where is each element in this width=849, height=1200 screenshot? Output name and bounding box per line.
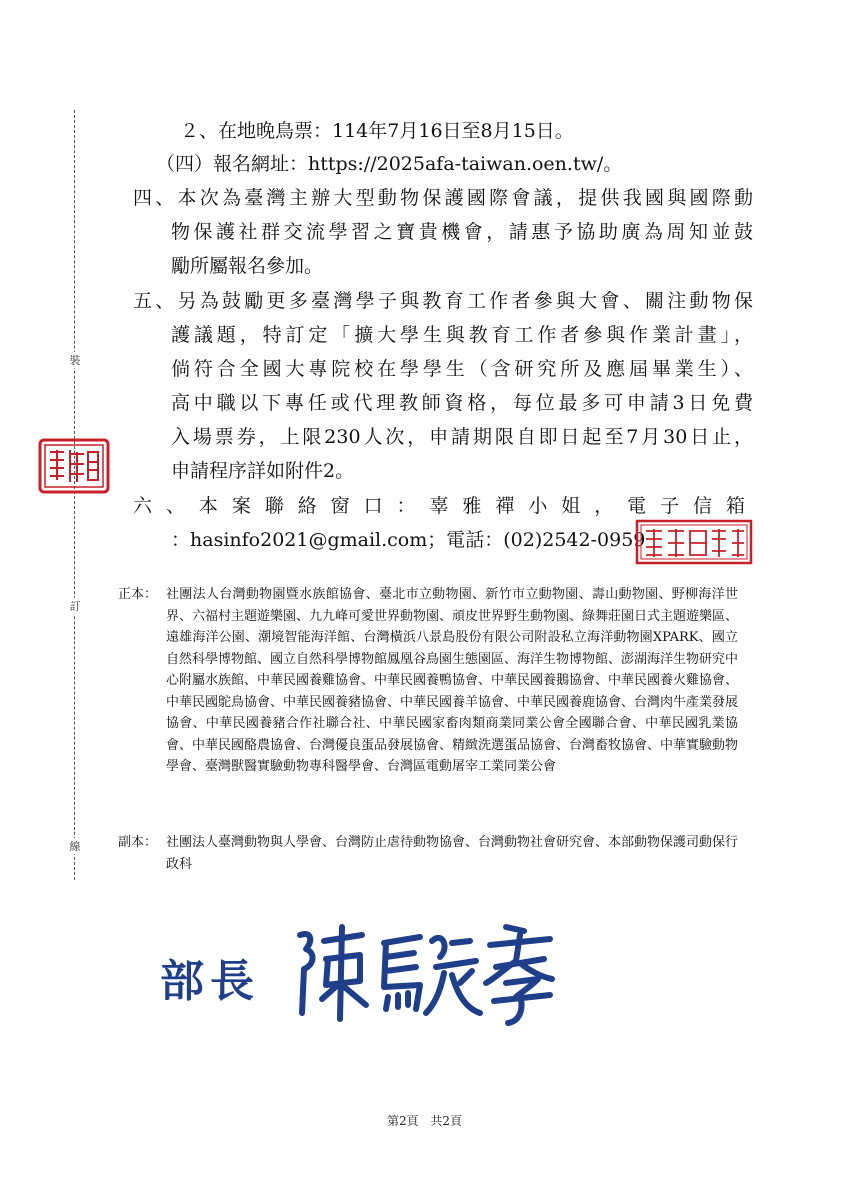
paragraph-4-line-1: 四、本次為臺灣主辦大型動物保護國際會議，提供我國與國際動: [133, 187, 753, 209]
paragraph-4-line-2: 物保護社群交流學習之寶貴機會，請惠予協助廣為周知並鼓: [171, 221, 753, 243]
minister-title: 部長: [160, 956, 260, 1007]
paragraph-5-line-2: 護議題，特訂定「擴大學生與教育工作者參與作業計畫」，: [171, 324, 753, 346]
item-2-line: ２、在地晚鳥票：114年7月16日至8月15日。: [180, 120, 574, 142]
paragraph-4-line-3: 勵所屬報名參加。: [171, 255, 324, 277]
copy-label: 副本：: [118, 835, 158, 850]
paragraph-5-line-1: 五、另為鼓勵更多臺灣學子與教育工作者參與大會、關注動物保: [133, 290, 753, 312]
page-footer: [0, 1112, 849, 1129]
primary-recipients: 社團法人台灣動物園暨水族館協會、臺北市立動物園、新竹市立動物園、壽山動物園、野柳海洋世界、六福村主題遊樂園、九九峰可愛世界動物園、頑皮世界野生動物園、綠舞莊園日式主題遊樂區、遠雄海洋公園、潮境智能海洋館、台灣橫浜八景島股份有限公司附設私立海洋動物園XPARK、國立自然科學博物館、國立自然科學博物館鳳凰谷鳥園生態園區、海洋生物博物館、澎湖海洋生物研究中心附屬水族館、中華民國養雞協會、中華民國養鴨協會、中華民國養鵝協會、中華民國養火雞協會、中華民國鴕鳥協會、中華民國養豬協會、中華民國養羊協會、中華民國養鹿協會、台灣肉牛產業發展協會、中華民國養豬合作社聯合社、中華民國家畜肉類商業同業公會全國聯合會、中華民國乳業協會、中華民國酪農協會、台灣優良蛋品發展協會、精緻洗選蛋品協會、台灣畜牧協會、中華實驗動物學會、臺灣獸醫實驗動物專科醫學會、台灣區電動屠宰工業同業公會: [166, 587, 739, 774]
primary-label: 正本：: [118, 587, 158, 602]
copy-recipients: 社團法人臺灣動物與人學會、台灣防止虐待動物協會、台灣動物社會研究會、本部動物保護司動保行政科: [166, 835, 739, 872]
page-total: 共2頁: [430, 1114, 463, 1128]
binding-mark-xian: 線: [67, 838, 83, 854]
minister-signature: [160, 935, 560, 1045]
item-4-line: （四）報名網址：https://2025afa-taiwan.oen.tw/。: [156, 153, 623, 175]
body-text: [0, 0, 849, 560]
page-number: 第2頁: [386, 1114, 419, 1128]
paragraph-6-line-2: ：hasinfo2021@gmail.com；電話：(02)2542-0959: [171, 529, 646, 551]
paragraph-6-line-1: 六、本案聯絡窗口：辜雅禪小姐，電子信箱: [133, 495, 745, 517]
binding-mark-ding: 訂: [67, 598, 83, 614]
paragraph-5-line-6: 申請程序詳如附件2。: [171, 460, 355, 482]
paragraph-5-line-3: 倘符合全國大專院校在學學生（含研究所及應屆畢業生）、: [171, 358, 753, 380]
distribution-copy: [118, 832, 738, 875]
paragraph-5-line-4: 高中職以下專任或代理教師資格，每位最多可申請3日免費: [171, 392, 753, 414]
handwritten-signature: [280, 913, 560, 1033]
binding-mark-zhuang: 裝: [67, 352, 83, 368]
distribution-primary: [118, 584, 738, 778]
paragraph-5-line-5: 入場票券，上限230人次，申請期限自即日起至7月30日止，: [171, 426, 753, 448]
seal-stamp-right: [634, 518, 754, 566]
